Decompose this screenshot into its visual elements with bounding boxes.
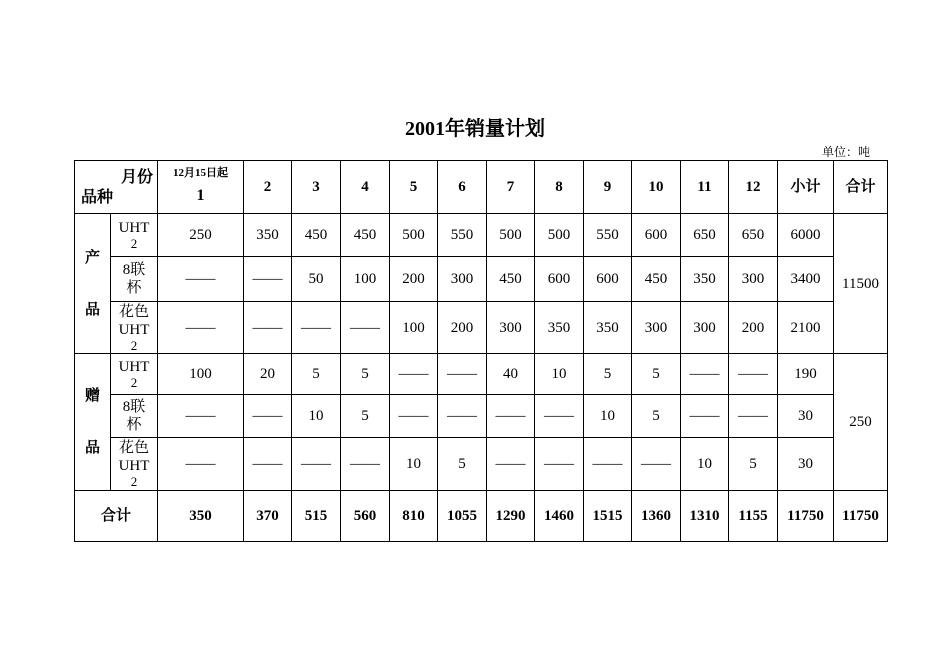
- month-header-7: 7: [487, 161, 535, 214]
- value-cell: 5: [341, 354, 390, 395]
- value-cell: 5: [632, 354, 681, 395]
- month-header-11: 11: [681, 161, 729, 214]
- month-header-8: 8: [535, 161, 584, 214]
- group-total-cell: 250: [834, 354, 888, 491]
- value-cell: ——: [390, 395, 438, 438]
- table-row: [75, 214, 888, 257]
- value-cell: 10: [390, 438, 438, 491]
- month-header-3: 3: [292, 161, 341, 214]
- product-label-cell: [111, 257, 158, 302]
- value-cell: ——: [244, 257, 292, 302]
- unit-label: 单位：吨: [822, 145, 871, 159]
- month-header-label: 1: [196, 187, 205, 204]
- value-cell: 450: [632, 257, 681, 302]
- totals-value-cell: 1290: [487, 491, 535, 542]
- value-cell: 450: [341, 214, 390, 257]
- product-label-line2: 2: [130, 375, 138, 390]
- value-cell: ——: [341, 302, 390, 354]
- value-cell: ——: [681, 354, 729, 395]
- product-label-line2: UHT: [118, 458, 150, 474]
- value-cell: ——: [244, 395, 292, 438]
- header-row: [75, 161, 888, 214]
- product-label-line1: 8联: [122, 262, 146, 278]
- value-cell: 250: [158, 214, 244, 257]
- product-label-line2: 杯: [126, 417, 142, 433]
- product-label-line2: 杯: [126, 280, 142, 296]
- product-label-line3: 2: [130, 337, 138, 353]
- subtotal-cell: 6000: [778, 214, 834, 257]
- value-cell: ——: [535, 438, 584, 491]
- totals-value-cell: 1155: [729, 491, 778, 542]
- product-label-line1: 花色: [118, 440, 149, 456]
- product-label-line1: 8联: [122, 399, 146, 415]
- value-cell: ——: [158, 257, 244, 302]
- month1-start-note: 12月15日起: [173, 167, 228, 179]
- product-label-cell: [111, 214, 158, 257]
- product-label-line2: 2: [130, 236, 138, 251]
- value-cell: 5: [584, 354, 632, 395]
- value-cell: ——: [681, 395, 729, 438]
- month-header-12: 12: [729, 161, 778, 214]
- value-cell: 450: [292, 214, 341, 257]
- value-cell: 10: [584, 395, 632, 438]
- value-cell: 500: [487, 214, 535, 257]
- value-cell: 20: [244, 354, 292, 395]
- table-row: [75, 257, 888, 302]
- value-cell: 350: [244, 214, 292, 257]
- subtotal-cell: 2100: [778, 302, 834, 354]
- value-cell: 5: [438, 438, 487, 491]
- month-header-6: 6: [438, 161, 487, 214]
- item-corner-label: 品种: [81, 189, 114, 206]
- value-cell: ——: [292, 302, 341, 354]
- value-cell: ——: [438, 395, 487, 438]
- value-cell: 100: [390, 302, 438, 354]
- value-cell: 350: [584, 302, 632, 354]
- value-cell: 40: [487, 354, 535, 395]
- value-cell: ——: [341, 438, 390, 491]
- value-cell: 200: [390, 257, 438, 302]
- product-label-line1: UHT: [118, 359, 150, 375]
- value-cell: 5: [729, 438, 778, 491]
- page-title: 2001年销量计划: [405, 118, 545, 140]
- value-cell: 550: [584, 214, 632, 257]
- product-label-line3: 2: [130, 474, 138, 489]
- value-cell: 450: [487, 257, 535, 302]
- product-label-line2: UHT: [118, 321, 150, 338]
- totals-value-cell: 1310: [681, 491, 729, 542]
- group-name-top: 产: [84, 249, 100, 266]
- value-cell: ——: [729, 354, 778, 395]
- value-cell: 300: [681, 302, 729, 354]
- value-cell: ——: [487, 395, 535, 438]
- month-header-10: 10: [632, 161, 681, 214]
- value-cell: 600: [584, 257, 632, 302]
- value-cell: 10: [535, 354, 584, 395]
- grand-total-cell: 11750: [834, 491, 888, 542]
- subtotal-header: 小计: [778, 161, 834, 214]
- value-cell: ——: [244, 302, 292, 354]
- value-cell: 50: [292, 257, 341, 302]
- value-cell: 5: [632, 395, 681, 438]
- month-header-2: 2: [244, 161, 292, 214]
- value-cell: 300: [632, 302, 681, 354]
- product-label-cell: [111, 438, 158, 491]
- table-row: [75, 395, 888, 438]
- subtotal-cell: 190: [778, 354, 834, 395]
- value-cell: 650: [729, 214, 778, 257]
- group-name-cell: [75, 214, 111, 354]
- value-cell: 100: [158, 354, 244, 395]
- value-cell: 300: [438, 257, 487, 302]
- month-header-5: 5: [390, 161, 438, 214]
- value-cell: 500: [390, 214, 438, 257]
- value-cell: 200: [729, 302, 778, 354]
- table-row: [75, 302, 888, 354]
- value-cell: ——: [632, 438, 681, 491]
- month-header-4: 4: [341, 161, 390, 214]
- totals-row: [75, 491, 888, 542]
- product-label-cell: [111, 354, 158, 395]
- month-header-1: [158, 161, 244, 214]
- value-cell: ——: [487, 438, 535, 491]
- group-name-bottom: 品: [84, 301, 100, 318]
- value-cell: 10: [681, 438, 729, 491]
- value-cell: ——: [535, 395, 584, 438]
- total-header: 合计: [834, 161, 888, 214]
- totals-value-cell: 515: [292, 491, 341, 542]
- value-cell: 100: [341, 257, 390, 302]
- product-label-line1: UHT: [118, 220, 150, 236]
- product-label-line1: 花色: [118, 303, 149, 320]
- totals-value-cell: 560: [341, 491, 390, 542]
- group-total-cell: 11500: [834, 214, 888, 354]
- totals-subtotal-cell: 11750: [778, 491, 834, 542]
- value-cell: ——: [158, 395, 244, 438]
- totals-label: 合计: [75, 491, 158, 542]
- corner-header-cell: [75, 161, 158, 214]
- value-cell: ——: [244, 438, 292, 491]
- value-cell: ——: [438, 354, 487, 395]
- group-name-cell: [75, 354, 111, 491]
- totals-value-cell: 1360: [632, 491, 681, 542]
- value-cell: 300: [487, 302, 535, 354]
- value-cell: 600: [632, 214, 681, 257]
- totals-value-cell: 370: [244, 491, 292, 542]
- value-cell: ——: [292, 438, 341, 491]
- value-cell: 10: [292, 395, 341, 438]
- sales-plan-table: [74, 160, 888, 542]
- product-label-cell: [111, 395, 158, 438]
- value-cell: 300: [729, 257, 778, 302]
- value-cell: 600: [535, 257, 584, 302]
- subtotal-cell: 30: [778, 395, 834, 438]
- value-cell: ——: [584, 438, 632, 491]
- value-cell: 5: [341, 395, 390, 438]
- group-name-bottom: 品: [84, 440, 100, 456]
- table-row: [75, 354, 888, 395]
- value-cell: 650: [681, 214, 729, 257]
- value-cell: 200: [438, 302, 487, 354]
- totals-value-cell: 810: [390, 491, 438, 542]
- table-row: [75, 438, 888, 491]
- value-cell: 550: [438, 214, 487, 257]
- subtotal-cell: 30: [778, 438, 834, 491]
- value-cell: 350: [681, 257, 729, 302]
- value-cell: ——: [729, 395, 778, 438]
- month-header-9: 9: [584, 161, 632, 214]
- value-cell: 350: [535, 302, 584, 354]
- totals-value-cell: 1055: [438, 491, 487, 542]
- value-cell: ——: [158, 302, 244, 354]
- product-label-cell: [111, 302, 158, 354]
- subtotal-cell: 3400: [778, 257, 834, 302]
- value-cell: ——: [158, 438, 244, 491]
- value-cell: 5: [292, 354, 341, 395]
- totals-value-cell: 1515: [584, 491, 632, 542]
- group-name-top: 赠: [84, 388, 100, 404]
- month-corner-label: 月份: [120, 169, 153, 186]
- totals-value-cell: 350: [158, 491, 244, 542]
- value-cell: 500: [535, 214, 584, 257]
- totals-value-cell: 1460: [535, 491, 584, 542]
- value-cell: ——: [390, 354, 438, 395]
